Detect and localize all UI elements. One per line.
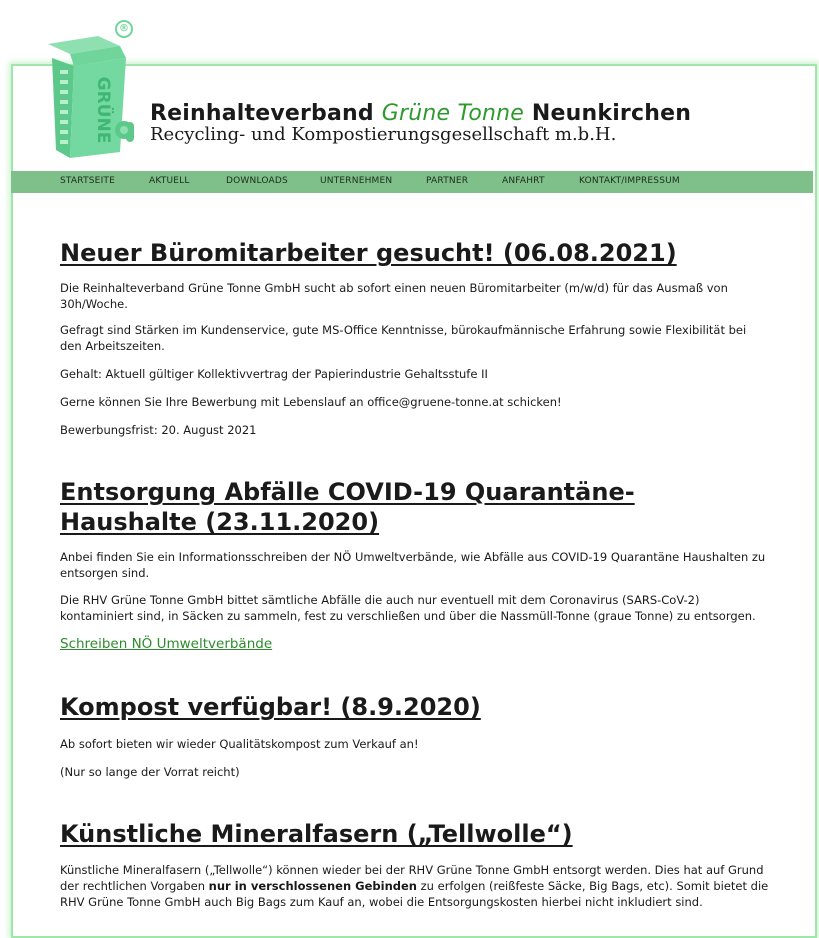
brand-title-green: Grüne Tonne [381,101,525,126]
brand-subtitle: Recycling- und Kompostierungsgesellschaft m.b.H. [150,124,617,145]
logo-text: GRÜNE [93,76,113,144]
post-paragraph: Die Reinhalteverband Grüne Tonne GmbH sucht ab sofort einen neuen Büromitarbeiter (m/w/d) für das Ausmaß von 30h/Woche. [60,281,728,311]
post-paragraph: Die RHV Grüne Tonne GmbH bittet sämtliche Abfälle die auch nur eventuell mit dem Coronavirus (SARS-CoV-2) kontaminiert sind, in Säcken zu sammeln, fest zu verschließen und über die Nassmüll-Tonne (graue Tonne) zu entsorgen. [60,593,756,623]
nav-item-anfahrt[interactable]: ANFAHRT [502,176,545,186]
post-paragraph [60,862,770,910]
post-paragraph: Gefragt sind Stärken im Kundenservice, gute MS-Office Kenntnisse, bürokaufmännische Erfahrung sowie Flexibilität bei den Arbeitszeiten. [60,323,747,353]
brand-title-part2: Neunkirchen [524,101,692,126]
post-paragraph: (Nur so lange der Vorrat reicht) [60,765,240,779]
post-paragraph: Ab sofort bieten wir wieder Qualitätskompost zum Verkauf an! [60,737,419,751]
covid-letter-link[interactable]: Schreiben NÖ Umweltverbände [60,636,273,652]
nav-item-kontakt-impressum[interactable]: KONTAKT/IMPRESSUM [579,176,680,186]
paragraph-bold-text: nur in verschlossenen Gebinden [208,879,417,893]
brand-title [150,101,691,126]
post-paragraph: Bewerbungsfrist: 20. August 2021 [60,423,257,437]
post-paragraph: Anbei finden Sie ein Informationsschreiben der NÖ Umweltverbände, wie Abfälle aus COVID-19 Quarantäne Haushalten zu entsorgen sind. [60,550,766,580]
nav-item-startseite[interactable]: STARTSEITE [60,176,116,186]
gruene-tonne-logo[interactable] [40,18,140,166]
registered-mark: ® [115,20,133,38]
nav-item-partner[interactable]: PARTNER [426,176,469,186]
post-title[interactable]: Entsorgung Abfälle COVID-19 Quarantäne-Haushalte (23.11.2020) [60,478,635,536]
brand-title-part1: Reinhalteverband [150,101,382,126]
nav-item-unternehmen[interactable]: UNTERNEHMEN [320,176,393,186]
post-title[interactable]: Neuer Büromitarbeiter gesucht! (06.08.2021) [60,239,677,267]
nav-item-aktuell[interactable]: AKTUELL [149,176,190,186]
post-paragraph: Gerne können Sie Ihre Bewerbung mit Lebenslauf an office@gruene-tonne.at schicken! [60,395,562,409]
paragraph-text: zu erfolgen (reißfeste Säcke, Big Bags, etc). Somit bietet die RHV Grüne Tonne GmbH auch Big Bags zum Kauf an, wobei die Entsorgungskosten hierbei nicht inkludiert sind. [60,879,769,909]
nav-item-downloads[interactable]: DOWNLOADS [226,176,288,186]
paragraph-text: Künstliche Mineralfasern („Tellwolle“) können wieder bei der RHV Grüne Tonne GmbH entsorgt werden. Dies hat auf Grund der rechtlichen Vorgaben [60,863,764,893]
main-nav [11,171,813,193]
post-title[interactable]: Künstliche Mineralfasern („Tellwolle“) [60,820,573,848]
post-paragraph: Gehalt: Aktuell gültiger Kollektivvertrag der Papierindustrie Gehaltsstufe II [60,367,488,381]
post-title[interactable]: Kompost verfügbar! (8.9.2020) [60,693,481,721]
